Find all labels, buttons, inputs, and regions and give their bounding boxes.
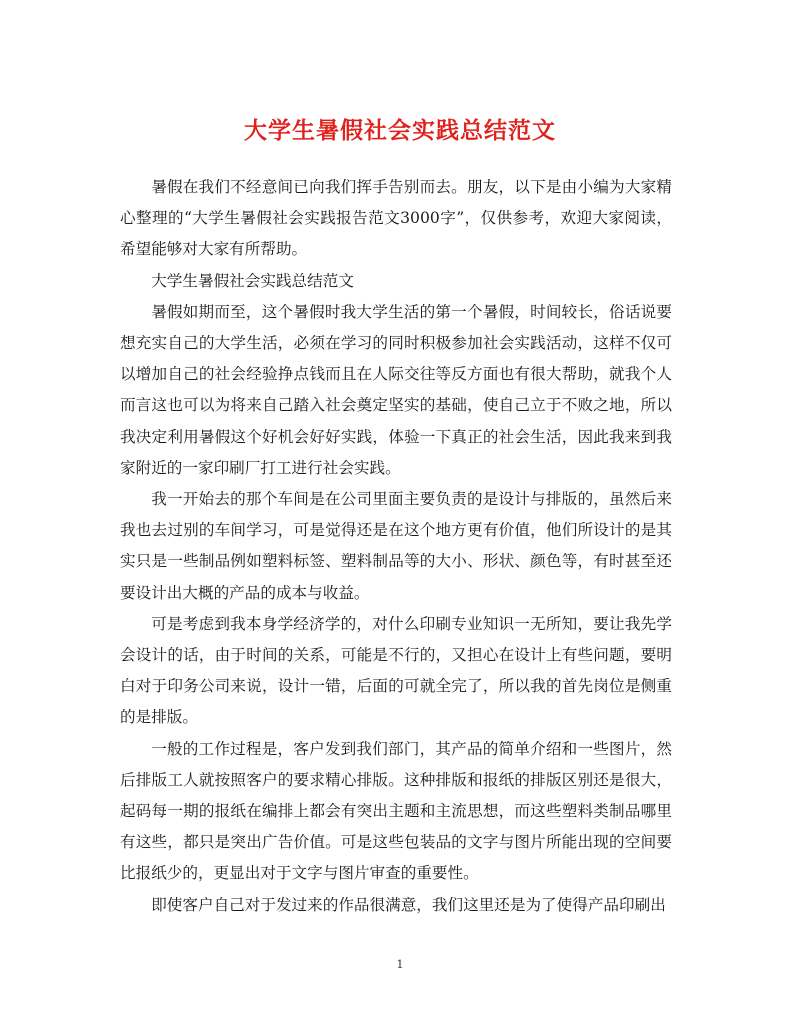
paragraph-workshop: 我一开始去的那个车间是在公司里面主要负责的是设计与排版的，虽然后来我也去过别的车间学习，可是觉得还是在这个地方更有价值，他们所设计的是其实只是一些制品例如塑料标签、塑料制品等的大小、形状、颜色等，有时甚至还要设计出大概的产品的成本与收益。 xyxy=(120,490,672,602)
document-body xyxy=(120,172,672,921)
paragraph-subtitle: 大学生暑假社会实践总结范文 xyxy=(151,271,354,290)
paragraph-summer-start: 暑假如期而至，这个暑假时我大学生活的第一个暑假，时间较长，俗话说要想充实自己的大学生活，必须在学习的同时积极参加社会实践活动，这样不仅可以增加自己的社会经验挣点钱而且在人际交往等反方面也有很大帮助，就我个人而言这也可以为将来自己踏入社会奠定坚实的基础，使自己立于不败之地，所以我决定利用暑假这个好机会好好实践，体验一下真正的社会生活，因此我来到我家附近的一家印刷厂打工进行社会实践。 xyxy=(120,302,672,477)
document-title: 大学生暑假社会实践总结范文 xyxy=(244,118,556,144)
paragraph-intro: 暑假在我们不经意间已向我们挥手告别而去。朋友，以下是由小编为大家精心整理的“大学生暑假社会实践报告范文3000字”，仅供参考，欢迎大家阅读，希望能够对大家有所帮助。 xyxy=(120,178,672,259)
paragraph-typesetting: 可是考虑到我本身学经济学的，对什么印刷专业知识一无所知，要让我先学会设计的话，由于时间的关系，可能是不行的，又担心在设计上有些问题，要明白对于印务公司来说，设计一错，后面的可就全完了，所以我的首先岗位是侧重的是排版。 xyxy=(120,614,672,727)
paragraph-workflow: 一般的工作过程是，客户发到我们部门，其产品的简单介绍和一些图片，然后排版工人就按照客户的要求精心排版。这种排版和报纸的排版区别还是很大，起码每一期的报纸在编排上都会有突出主题和主流思想，而这些塑料类制品哪里有这些，都只是突出广告价值。可是这些包装品的文字与图片所能出现的空间要比报纸少的，更显出对于文字与图片审查的重要性。 xyxy=(120,739,672,883)
page-number: 1 xyxy=(396,958,404,971)
paragraph-continued: 即使客户自己对于发过来的作品很满意，我们这里还是为了使得产品印刷出 xyxy=(151,895,666,914)
